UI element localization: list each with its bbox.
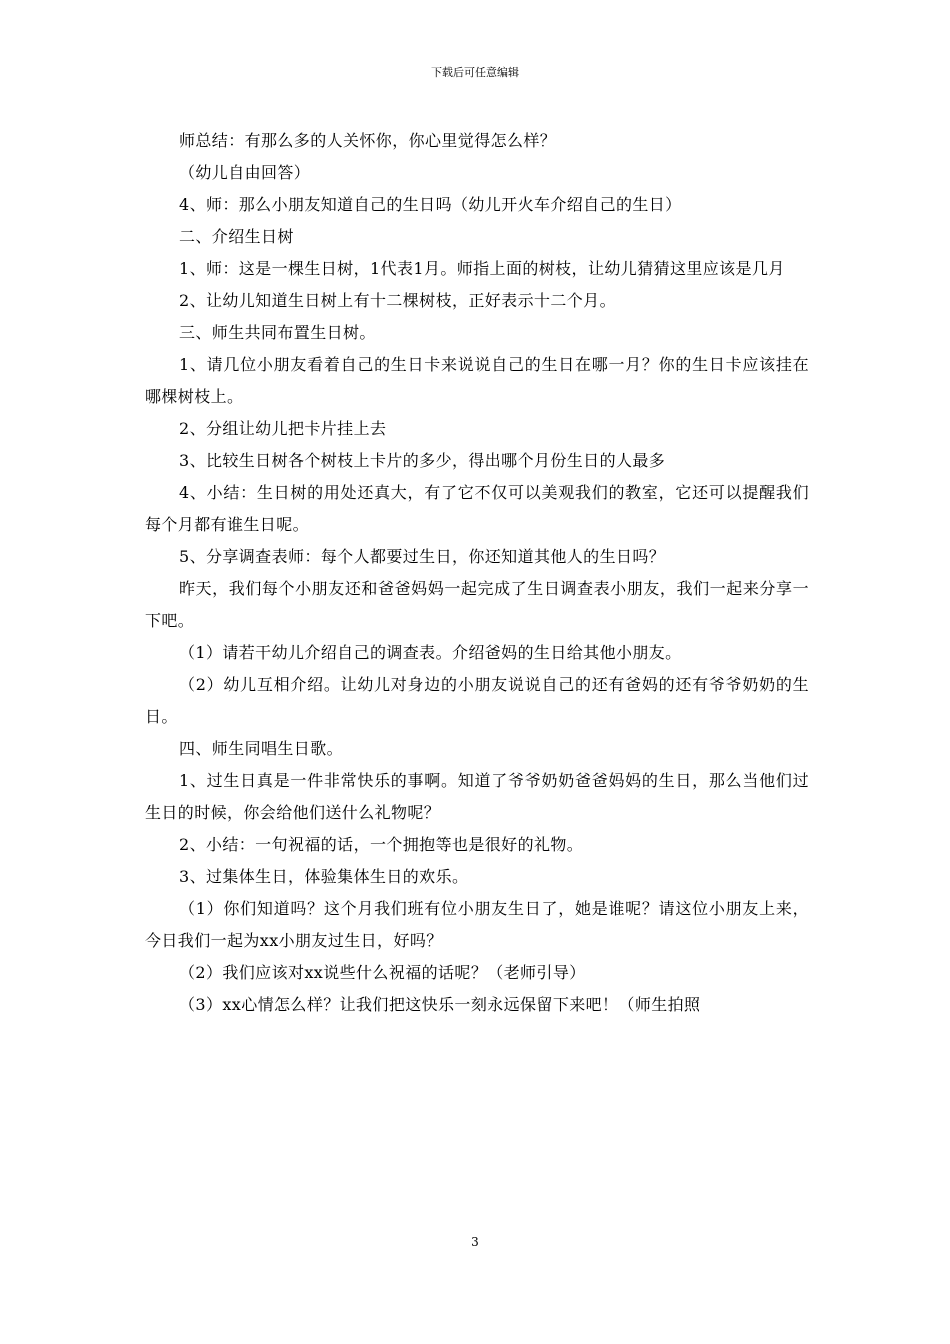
paragraph: 昨天，我们每个小朋友还和爸爸妈妈一起完成了生日调查表小朋友，我们一起来分享一下吧。 [145,579,809,630]
section-heading: 三、师生共同布置生日树。 [179,323,376,342]
paragraph: （2）幼儿互相介绍。让幼儿对身边的小朋友说说自己的还有爸妈的还有爷爷奶奶的生日。 [145,675,809,726]
paragraph: 1、请几位小朋友看着自己的生日卡来说说自己的生日在哪一月？你的生日卡应该挂在哪棵树枝上。 [145,355,809,406]
paragraph: 3、比较生日树各个树枝上卡片的多少，得出哪个月份生日的人最多 [179,451,666,470]
page-number: 3 [471,1235,479,1249]
section-heading: 四、师生同唱生日歌。 [179,739,344,758]
paragraph: （3）xx心情怎么样？让我们把这快乐一刻永远保留下来吧！（师生拍照 [179,995,701,1014]
document-body [145,125,809,1021]
paragraph: 师总结：有那么多的人关怀你，你心里觉得怎么样？ [179,131,557,150]
paragraph: 3、过集体生日，体验集体生日的欢乐。 [179,867,469,886]
paragraph: （1）请若干幼儿介绍自己的调查表。介绍爸妈的生日给其他小朋友。 [179,643,682,662]
paragraph: 1、过生日真是一件非常快乐的事啊。知道了爷爷奶奶爸爸妈妈的生日，那么当他们过生日的时候，你会给他们送什么礼物呢？ [145,771,809,822]
paragraph: 1、师：这是一棵生日树，1代表1月。师指上面的树枝，让幼儿猜猜这里应该是几月 [179,259,785,278]
page-header: 下载后可任意编辑 [431,66,519,79]
paragraph: 2、让幼儿知道生日树上有十二棵树枝，正好表示十二个月。 [179,291,616,310]
paragraph: 2、分组让幼儿把卡片挂上去 [179,419,387,438]
section-heading: 二、介绍生日树 [179,227,294,246]
paragraph: （2）我们应该对xx说些什么祝福的话呢？（老师引导） [179,963,586,982]
paragraph: 4、小结：生日树的用处还真大，有了它不仅可以美观我们的教室，它还可以提醒我们每个月都有谁生日呢。 [145,483,809,534]
paragraph: 5、分享调查表师：每个人都要过生日，你还知道其他人的生日吗？ [179,547,666,566]
paragraph: （幼儿自由回答） [179,163,311,182]
paragraph: 4、师：那么小朋友知道自己的生日吗（幼儿开火车介绍自己的生日） [179,195,682,214]
paragraph: （1）你们知道吗？这个月我们班有位小朋友生日了，她是谁呢？请这位小朋友上来，今日我们一起为xx小朋友过生日，好吗？ [145,899,809,950]
paragraph: 2、小结：一句祝福的话，一个拥抱等也是很好的礼物。 [179,835,584,854]
